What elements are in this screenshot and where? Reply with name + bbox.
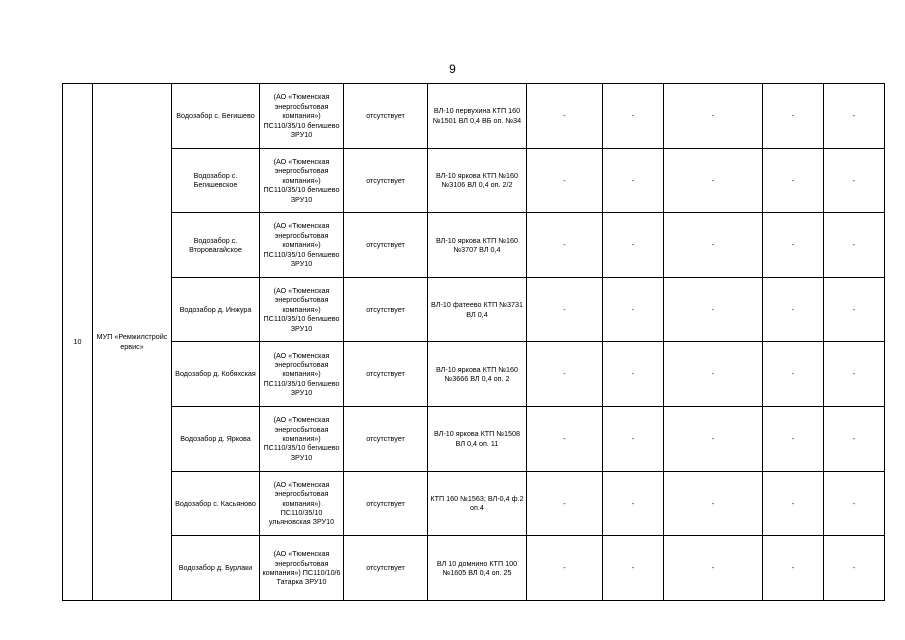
- status-cell: отсутствует: [344, 342, 428, 407]
- organization-cell: МУП «Ремжилстройс ервис»: [93, 84, 172, 601]
- supplier-cell: (АО «Тюменская энергосбытовая компания») ПС110/35/10 бегишево ЗРУ10: [260, 277, 344, 342]
- value-cell: -: [664, 536, 763, 601]
- supplier-cell: (АО «Тюменская энергосбытовая компания») ПС110/35/10 бегишево ЗРУ10: [260, 148, 344, 213]
- line-cell: ВЛ-10 яркова КТП №160 №3106 ВЛ 0,4 оп. 2/2: [428, 148, 527, 213]
- value-cell: -: [664, 84, 763, 149]
- value-cell: -: [824, 148, 885, 213]
- value-cell: -: [763, 342, 824, 407]
- line-cell: ВЛ-10 яркова КТП №160 №3666 ВЛ 0,4 оп. 2: [428, 342, 527, 407]
- table-row: [63, 406, 885, 471]
- value-cell: -: [603, 342, 664, 407]
- status-cell: отсутствует: [344, 471, 428, 536]
- object-cell: Водозабор д. Бурлаки: [172, 536, 260, 601]
- value-cell: -: [603, 213, 664, 278]
- value-cell: -: [603, 471, 664, 536]
- table-row: [63, 342, 885, 407]
- table-row: [63, 471, 885, 536]
- value-cell: -: [527, 148, 603, 213]
- supplier-cell: (АО «Тюменская энергосбытовая компания») ПС110/35/10 бегишево ЗРУ10: [260, 406, 344, 471]
- value-cell: -: [603, 277, 664, 342]
- supplier-cell: (АО «Тюменская энергосбытовая компания») ПС110/35/10 бегишево ЗРУ10: [260, 213, 344, 278]
- value-cell: -: [664, 148, 763, 213]
- object-cell: Водозабор с. Касьяново: [172, 471, 260, 536]
- object-cell: Водозабор с. Второвагайское: [172, 213, 260, 278]
- object-cell: Водозабор с. Бегишево: [172, 84, 260, 149]
- value-cell: -: [824, 536, 885, 601]
- supplier-cell: (АО «Тюменская энергосбытовая компания») ПС110/35/10 ульяновская ЗРУ10: [260, 471, 344, 536]
- table-row: [63, 277, 885, 342]
- value-cell: -: [603, 84, 664, 149]
- status-cell: отсутствует: [344, 84, 428, 149]
- value-cell: -: [527, 406, 603, 471]
- table-row: [63, 84, 885, 149]
- supplier-cell: (АО «Тюменская энергосбытовая компания») ПС110/35/10 бегишево ЗРУ10: [260, 342, 344, 407]
- row-number-cell: 10: [63, 84, 93, 601]
- value-cell: -: [763, 148, 824, 213]
- table-row: [63, 536, 885, 601]
- status-cell: отсутствует: [344, 277, 428, 342]
- line-cell: ВЛ-10 первухина КТП 160 №1501 ВЛ 0,4 ВБ оп. №34: [428, 84, 527, 149]
- value-cell: -: [664, 406, 763, 471]
- value-cell: -: [664, 471, 763, 536]
- value-cell: -: [527, 471, 603, 536]
- table-row: [63, 148, 885, 213]
- value-cell: -: [603, 148, 664, 213]
- object-cell: Водозабор д. Кобяхская: [172, 342, 260, 407]
- line-cell: ВЛ-10 яркова КТП №160 №3707 ВЛ 0,4: [428, 213, 527, 278]
- value-cell: -: [763, 406, 824, 471]
- status-cell: отсутствует: [344, 213, 428, 278]
- object-cell: Водозабор д. Инжура: [172, 277, 260, 342]
- value-cell: -: [763, 213, 824, 278]
- object-cell: Водозабор с. Бегишевское: [172, 148, 260, 213]
- status-cell: отсутствует: [344, 406, 428, 471]
- value-cell: -: [763, 536, 824, 601]
- value-cell: -: [664, 342, 763, 407]
- value-cell: -: [603, 536, 664, 601]
- value-cell: -: [824, 277, 885, 342]
- value-cell: -: [824, 84, 885, 149]
- value-cell: -: [527, 277, 603, 342]
- object-cell: Водозабор д. Яркова: [172, 406, 260, 471]
- value-cell: -: [527, 213, 603, 278]
- supplier-cell: (АО «Тюменская энергосбытовая компания») ПС110/35/10 бегишево ЗРУ10: [260, 84, 344, 149]
- line-cell: КТП 160 №1563; ВЛ-0,4 ф.2 оп.4: [428, 471, 527, 536]
- value-cell: -: [664, 213, 763, 278]
- supplier-cell: (АО «Тюменская энергосбытовая компания») ПС110/10/6 Татарка ЗРУ10: [260, 536, 344, 601]
- value-cell: -: [824, 213, 885, 278]
- status-cell: отсутствует: [344, 536, 428, 601]
- line-cell: ВЛ-10 яркова КТП №1508 ВЛ 0,4 оп. 11: [428, 406, 527, 471]
- value-cell: -: [763, 84, 824, 149]
- value-cell: -: [824, 342, 885, 407]
- value-cell: -: [824, 406, 885, 471]
- value-cell: -: [664, 277, 763, 342]
- value-cell: -: [527, 84, 603, 149]
- value-cell: -: [824, 471, 885, 536]
- line-cell: ВЛ 10 домнино КТП 100 №1605 ВЛ 0,4 оп. 25: [428, 536, 527, 601]
- value-cell: -: [763, 471, 824, 536]
- value-cell: -: [527, 536, 603, 601]
- table-row: [63, 213, 885, 278]
- page-number: 9: [449, 62, 456, 76]
- line-cell: ВЛ-10 фатеево КТП №3731 ВЛ 0,4: [428, 277, 527, 342]
- value-cell: -: [763, 277, 824, 342]
- value-cell: -: [527, 342, 603, 407]
- status-cell: отсутствует: [344, 148, 428, 213]
- value-cell: -: [603, 406, 664, 471]
- data-table: [62, 83, 885, 601]
